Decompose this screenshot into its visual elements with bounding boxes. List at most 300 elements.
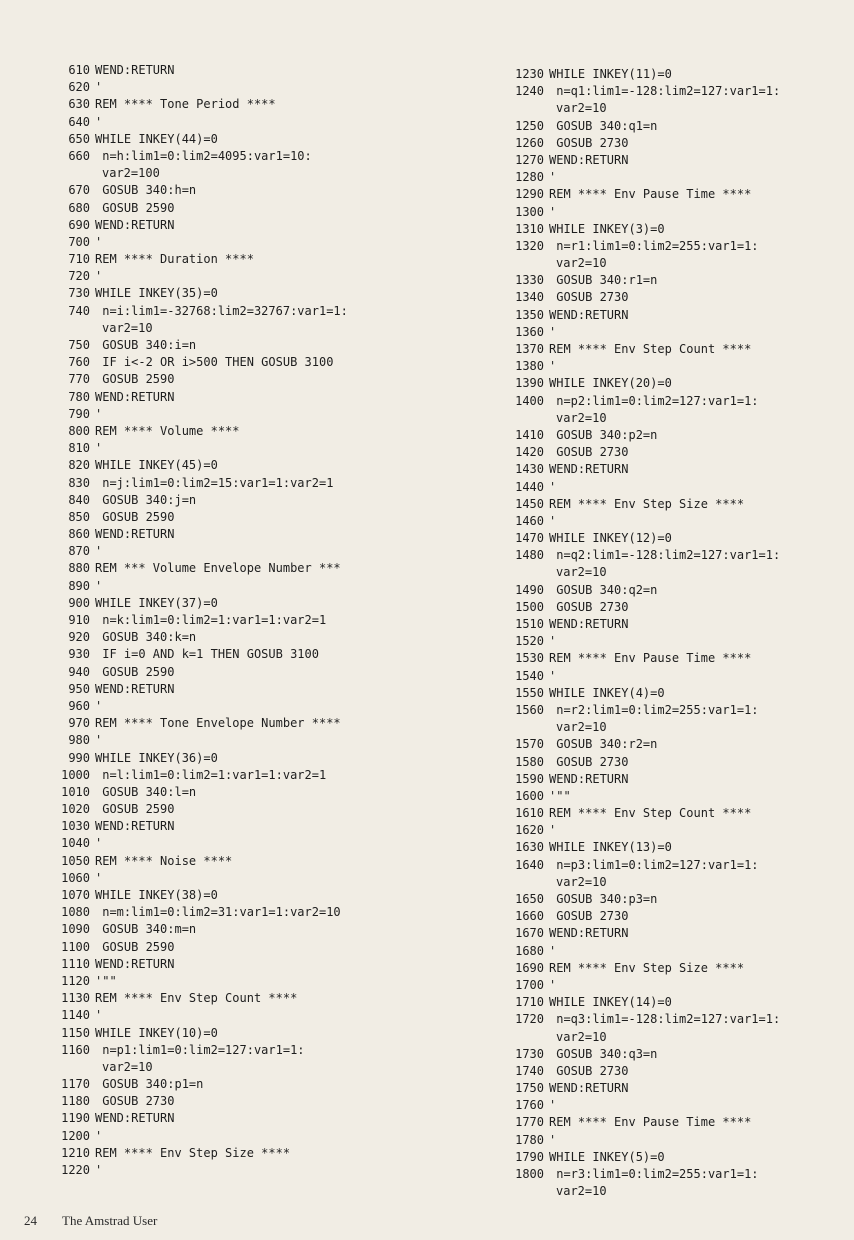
code-text: GOSUB 2730	[549, 599, 629, 614]
code-line	[508, 204, 848, 221]
code-text: n=r2:lim1=0:lim2=255:var1=1:	[549, 702, 759, 717]
code-text: GOSUB 340:i=n	[95, 338, 197, 352]
line-number: 1310	[515, 221, 544, 236]
code-text: WHILE INKEY(37)=0	[95, 595, 218, 610]
line-number: 1540	[515, 668, 544, 683]
code-line	[508, 1166, 848, 1183]
code-line	[54, 921, 444, 938]
code-line	[54, 1128, 444, 1145]
line-number: 760	[68, 355, 90, 370]
code-line	[508, 427, 848, 444]
line-number: 700	[68, 234, 90, 249]
code-line	[54, 578, 444, 595]
line-number: 1640	[515, 857, 544, 872]
code-text: GOSUB 2590	[95, 664, 175, 679]
code-line	[508, 461, 848, 478]
code-line	[508, 496, 848, 513]
code-text: WHILE INKEY(4)=0	[549, 685, 665, 700]
line-number: 1780	[515, 1132, 544, 1147]
code-line	[508, 908, 848, 925]
line-number: 620	[68, 80, 90, 95]
code-line	[508, 118, 848, 135]
code-line	[54, 131, 444, 148]
code-line	[54, 664, 444, 681]
code-text: GOSUB 2730	[549, 135, 629, 150]
code-line	[508, 925, 848, 942]
line-number: 1100	[61, 939, 90, 954]
code-text: GOSUB 340:r1=n	[549, 273, 658, 288]
line-number: 610	[68, 63, 90, 77]
line-number: 1570	[515, 737, 544, 752]
line-number: 1320	[515, 238, 544, 253]
line-number: 1630	[515, 840, 544, 855]
line-number: 1360	[515, 324, 544, 339]
code-text: WEND:RETURN	[95, 681, 175, 696]
code-text: GOSUB 2590	[95, 372, 175, 387]
line-number: 940	[68, 664, 90, 679]
code-text: REM **** Volume ****	[95, 423, 240, 438]
code-line	[54, 423, 444, 440]
code-continuation-line	[508, 410, 848, 427]
code-line	[508, 702, 848, 719]
code-line	[508, 1149, 848, 1166]
code-text: n=r1:lim1=0:lim2=255:var1=1:	[549, 238, 759, 253]
code-line	[508, 668, 848, 685]
code-continuation-line	[508, 255, 848, 272]
code-line	[54, 148, 444, 165]
code-line	[54, 1042, 444, 1059]
line-number: 1120	[61, 973, 90, 988]
code-line	[508, 1046, 848, 1063]
line-number: 800	[68, 423, 90, 438]
line-number: 1690	[515, 960, 544, 975]
code-text: '	[95, 80, 103, 95]
code-text: n=q3:lim1=-128:lim2=127:var1=1:	[549, 1012, 781, 1027]
code-line	[54, 1025, 444, 1042]
code-line	[508, 685, 848, 702]
line-number: 1000	[61, 767, 90, 782]
code-line	[54, 853, 444, 870]
code-text: WEND:RETURN	[549, 307, 629, 322]
code-line	[508, 221, 848, 238]
code-line	[508, 289, 848, 306]
line-number: 1450	[515, 496, 544, 511]
code-line	[54, 337, 444, 354]
line-number: 1800	[515, 1167, 544, 1181]
code-text: n=l:lim1=0:lim2=1:var1=1:var2=1	[95, 767, 327, 782]
code-text: GOSUB 340:r2=n	[549, 737, 658, 752]
line-number: 820	[68, 458, 90, 473]
code-text: '	[549, 170, 557, 185]
code-line	[508, 1097, 848, 1114]
publication-title: The Amstrad User	[62, 1213, 158, 1228]
code-text: WHILE INKEY(12)=0	[549, 531, 672, 546]
line-number: 1730	[515, 1046, 544, 1061]
code-text: GOSUB 340:m=n	[95, 922, 197, 937]
code-text: var2=10	[556, 1029, 607, 1044]
code-line	[508, 754, 848, 771]
code-line	[508, 1114, 848, 1131]
line-number: 1080	[61, 905, 90, 920]
code-text: n=q2:lim1=-128:lim2=127:var1=1:	[549, 548, 781, 563]
code-text: REM **** Env Step Size ****	[95, 1145, 291, 1160]
line-number: 1530	[515, 651, 544, 666]
code-line	[508, 994, 848, 1011]
code-continuation-line	[54, 1059, 444, 1076]
line-number: 1590	[515, 771, 544, 786]
code-text: n=k:lim1=0:lim2=1:var1=1:var2=1	[95, 613, 327, 627]
line-number: 810	[68, 441, 90, 456]
code-text: GOSUB 2730	[549, 1063, 629, 1078]
code-text: '	[549, 943, 557, 958]
code-text: GOSUB 2730	[549, 290, 629, 305]
code-text: GOSUB 340:q2=n	[549, 582, 658, 597]
code-text: '	[95, 114, 103, 129]
line-number: 1460	[515, 513, 544, 528]
code-line	[54, 303, 444, 320]
code-line	[508, 857, 848, 874]
line-number: 660	[68, 148, 90, 163]
code-line	[54, 509, 444, 526]
line-number: 1610	[515, 806, 544, 821]
code-line	[54, 681, 444, 698]
code-text: n=i:lim1=-32768:lim2=32767:var1=1:	[95, 303, 348, 318]
line-number: 1170	[61, 1077, 90, 1092]
code-text: REM **** Env Step Count ****	[549, 806, 752, 821]
code-text: GOSUB 340:q3=n	[549, 1046, 658, 1061]
code-continuation-line	[54, 165, 444, 182]
line-number: 900	[68, 595, 90, 610]
code-line	[54, 371, 444, 388]
code-text: WEND:RETURN	[95, 63, 175, 77]
code-line	[54, 475, 444, 492]
line-number: 670	[68, 183, 90, 198]
code-text: GOSUB 2730	[549, 754, 629, 769]
line-number: 950	[68, 681, 90, 696]
line-number: 1150	[61, 1025, 90, 1040]
code-text: GOSUB 2590	[95, 509, 175, 524]
code-text: n=j:lim1=0:lim2=15:var1=1:var2=1	[95, 475, 334, 490]
code-line	[508, 977, 848, 994]
code-line	[54, 646, 444, 663]
line-number: 1290	[515, 187, 544, 202]
line-number: 1300	[515, 204, 544, 219]
line-number: 1260	[515, 135, 544, 150]
code-continuation-line	[508, 1029, 848, 1046]
code-text: '	[95, 836, 103, 851]
code-line	[508, 960, 848, 977]
code-column-right	[508, 66, 848, 1200]
line-number: 1340	[515, 290, 544, 305]
code-line	[508, 272, 848, 289]
code-text: GOSUB 2730	[95, 1094, 175, 1109]
line-number: 1650	[515, 892, 544, 906]
code-line	[54, 217, 444, 234]
line-number: 1250	[515, 118, 544, 133]
code-line	[54, 114, 444, 131]
line-number: 1210	[61, 1145, 90, 1160]
code-line	[54, 1145, 444, 1162]
code-text: WHILE INKEY(44)=0	[95, 131, 218, 146]
code-text: '	[95, 1008, 103, 1023]
code-text: WHILE INKEY(35)=0	[95, 286, 218, 301]
code-line	[508, 530, 848, 547]
line-number: 1510	[515, 617, 544, 631]
code-line	[54, 956, 444, 973]
line-number: 1520	[515, 634, 544, 649]
code-text: REM **** Env Step Size ****	[549, 960, 745, 975]
code-text: REM **** Env Pause Time ****	[549, 1115, 752, 1130]
code-text: IF i<-2 OR i>500 THEN GOSUB 3100	[95, 355, 334, 370]
code-line	[508, 788, 848, 805]
code-text: WEND:RETURN	[95, 527, 175, 542]
line-number: 1050	[61, 853, 90, 868]
code-text: n=p1:lim1=0:lim2=127:var1=1:	[95, 1042, 305, 1057]
code-text: '	[95, 733, 103, 748]
code-line	[508, 1132, 848, 1149]
code-line	[54, 457, 444, 474]
code-line	[508, 736, 848, 753]
code-text: REM **** Noise ****	[95, 853, 233, 868]
code-text: WHILE INKEY(10)=0	[95, 1025, 218, 1040]
line-number: 1580	[515, 754, 544, 769]
code-text: '	[95, 698, 103, 713]
code-line	[54, 715, 444, 732]
code-continuation-line	[54, 320, 444, 337]
code-text: REM *** Volume Envelope Number ***	[95, 561, 341, 576]
line-number: 1490	[515, 582, 544, 597]
code-continuation-line	[508, 719, 848, 736]
code-line	[54, 543, 444, 560]
code-text: '	[95, 269, 103, 284]
line-number: 970	[68, 716, 90, 731]
code-line	[508, 1063, 848, 1080]
code-line	[54, 698, 444, 715]
code-line	[54, 234, 444, 251]
code-line	[54, 750, 444, 767]
code-line	[508, 891, 848, 908]
code-text: WHILE INKEY(45)=0	[95, 458, 218, 473]
line-number: 960	[68, 698, 90, 713]
line-number: 1060	[61, 870, 90, 885]
line-number: 750	[68, 338, 90, 352]
line-number: 1230	[515, 67, 544, 81]
code-text: GOSUB 340:j=n	[95, 492, 197, 507]
code-line	[54, 492, 444, 509]
code-line	[54, 870, 444, 887]
code-text: WHILE INKEY(14)=0	[549, 995, 672, 1010]
code-line	[508, 1011, 848, 1028]
code-text: var2=10	[556, 410, 607, 425]
line-number: 1140	[61, 1008, 90, 1023]
code-text: WEND:RETURN	[549, 152, 629, 167]
line-number: 1620	[515, 823, 544, 838]
code-line	[508, 633, 848, 650]
code-line	[508, 444, 848, 461]
code-text: var2=10	[102, 320, 153, 335]
line-number: 1770	[515, 1115, 544, 1130]
code-continuation-line	[508, 564, 848, 581]
code-text: '	[95, 1128, 103, 1143]
code-text: GOSUB 340:h=n	[95, 183, 197, 198]
code-text: '	[549, 1098, 557, 1113]
code-line	[54, 1076, 444, 1093]
code-line	[54, 939, 444, 956]
code-line	[54, 354, 444, 371]
code-text: '	[549, 479, 557, 494]
code-line	[54, 96, 444, 113]
line-number: 1420	[515, 445, 544, 460]
code-line	[54, 595, 444, 612]
code-line	[54, 526, 444, 543]
code-line	[508, 375, 848, 392]
code-line	[54, 835, 444, 852]
code-text: n=p3:lim1=0:lim2=127:var1=1:	[549, 857, 759, 872]
line-number: 890	[68, 578, 90, 593]
line-number: 720	[68, 269, 90, 284]
line-number: 990	[68, 750, 90, 765]
code-text: n=q1:lim1=-128:lim2=127:var1=1:	[549, 84, 781, 99]
code-line	[508, 650, 848, 667]
code-text: '	[549, 204, 557, 219]
code-text: '	[549, 977, 557, 992]
code-text: var2=10	[556, 101, 607, 116]
code-text: var2=10	[556, 256, 607, 271]
code-line	[54, 973, 444, 990]
code-line	[54, 818, 444, 835]
code-text: '	[95, 578, 103, 593]
code-line	[508, 839, 848, 856]
code-continuation-line	[508, 1183, 848, 1200]
code-continuation-line	[508, 874, 848, 891]
code-line	[54, 440, 444, 457]
line-number: 1710	[515, 995, 544, 1010]
code-text: var2=10	[556, 1184, 607, 1199]
code-text: WHILE INKEY(20)=0	[549, 376, 672, 391]
code-line	[508, 169, 848, 186]
code-text: '""	[549, 788, 571, 803]
code-text: WHILE INKEY(36)=0	[95, 750, 218, 765]
line-number: 880	[68, 561, 90, 576]
line-number: 1760	[515, 1098, 544, 1113]
line-number: 690	[68, 217, 90, 232]
line-number: 1720	[515, 1012, 544, 1027]
code-text: '	[95, 1163, 103, 1177]
code-line	[508, 582, 848, 599]
code-text: IF i=0 AND k=1 THEN GOSUB 3100	[95, 647, 319, 662]
code-line	[54, 1093, 444, 1110]
code-line	[54, 200, 444, 217]
line-number: 1030	[61, 819, 90, 834]
code-text: WEND:RETURN	[95, 819, 175, 834]
line-number: 1020	[61, 802, 90, 817]
line-number: 1180	[61, 1094, 90, 1109]
page-footer	[24, 1213, 157, 1229]
code-line	[508, 83, 848, 100]
code-line	[54, 1007, 444, 1024]
code-text: GOSUB 340:q1=n	[549, 118, 658, 133]
line-number: 1550	[515, 685, 544, 700]
line-number: 920	[68, 630, 90, 645]
line-number: 1560	[515, 702, 544, 717]
code-line	[508, 393, 848, 410]
line-number: 1750	[515, 1081, 544, 1096]
code-text: REM **** Env Step Count ****	[549, 342, 752, 356]
code-line	[54, 389, 444, 406]
line-number: 930	[68, 647, 90, 662]
code-text: WEND:RETURN	[549, 926, 629, 941]
code-text: var2=10	[556, 874, 607, 889]
line-number: 1270	[515, 152, 544, 167]
code-text: REM **** Duration ****	[95, 252, 254, 267]
code-text: GOSUB 340:l=n	[95, 784, 197, 799]
line-number: 1370	[515, 342, 544, 356]
line-number: 650	[68, 131, 90, 146]
code-line	[54, 251, 444, 268]
line-number: 710	[68, 252, 90, 267]
code-text: '	[95, 544, 103, 559]
code-text: REM **** Tone Envelope Number ****	[95, 716, 341, 731]
code-text: WHILE INKEY(11)=0	[549, 67, 672, 81]
line-number: 730	[68, 286, 90, 301]
code-text: WHILE INKEY(38)=0	[95, 888, 218, 902]
code-text: WEND:RETURN	[95, 389, 175, 404]
code-line	[508, 307, 848, 324]
code-line	[54, 560, 444, 577]
code-line	[508, 822, 848, 839]
line-number: 830	[68, 475, 90, 490]
code-line	[508, 479, 848, 496]
code-line	[54, 784, 444, 801]
line-number: 1220	[61, 1163, 90, 1177]
line-number: 1280	[515, 170, 544, 185]
code-text: n=p2:lim1=0:lim2=127:var1=1:	[549, 393, 759, 408]
line-number: 1430	[515, 462, 544, 477]
line-number: 1470	[515, 531, 544, 546]
code-line	[508, 547, 848, 564]
line-number: 860	[68, 527, 90, 542]
line-number: 770	[68, 372, 90, 387]
code-line	[508, 152, 848, 169]
code-text: REM **** Env Step Size ****	[549, 496, 745, 511]
line-number: 1440	[515, 479, 544, 494]
code-text: '""	[95, 973, 117, 988]
code-text: WEND:RETURN	[549, 771, 629, 786]
code-line	[54, 182, 444, 199]
line-number: 1130	[61, 991, 90, 1006]
code-text: GOSUB 340:p3=n	[549, 892, 658, 906]
code-text: GOSUB 2730	[549, 909, 629, 924]
code-text: var2=10	[556, 565, 607, 580]
line-number: 1480	[515, 548, 544, 563]
code-text: WEND:RETURN	[95, 1111, 175, 1126]
code-text: REM **** Tone Period ****	[95, 97, 276, 112]
code-text: GOSUB 340:p2=n	[549, 427, 658, 442]
line-number: 1400	[515, 393, 544, 408]
code-text: '	[549, 324, 557, 339]
code-text: WEND:RETURN	[95, 217, 175, 232]
code-line	[54, 1162, 444, 1179]
line-number: 780	[68, 389, 90, 404]
line-number: 850	[68, 509, 90, 524]
code-text: WEND:RETURN	[549, 1081, 629, 1096]
line-number: 1040	[61, 836, 90, 851]
code-text: WEND:RETURN	[95, 956, 175, 971]
code-text: GOSUB 340:k=n	[95, 630, 197, 645]
code-text: '	[549, 359, 557, 374]
code-line	[54, 732, 444, 749]
line-number: 1700	[515, 977, 544, 992]
